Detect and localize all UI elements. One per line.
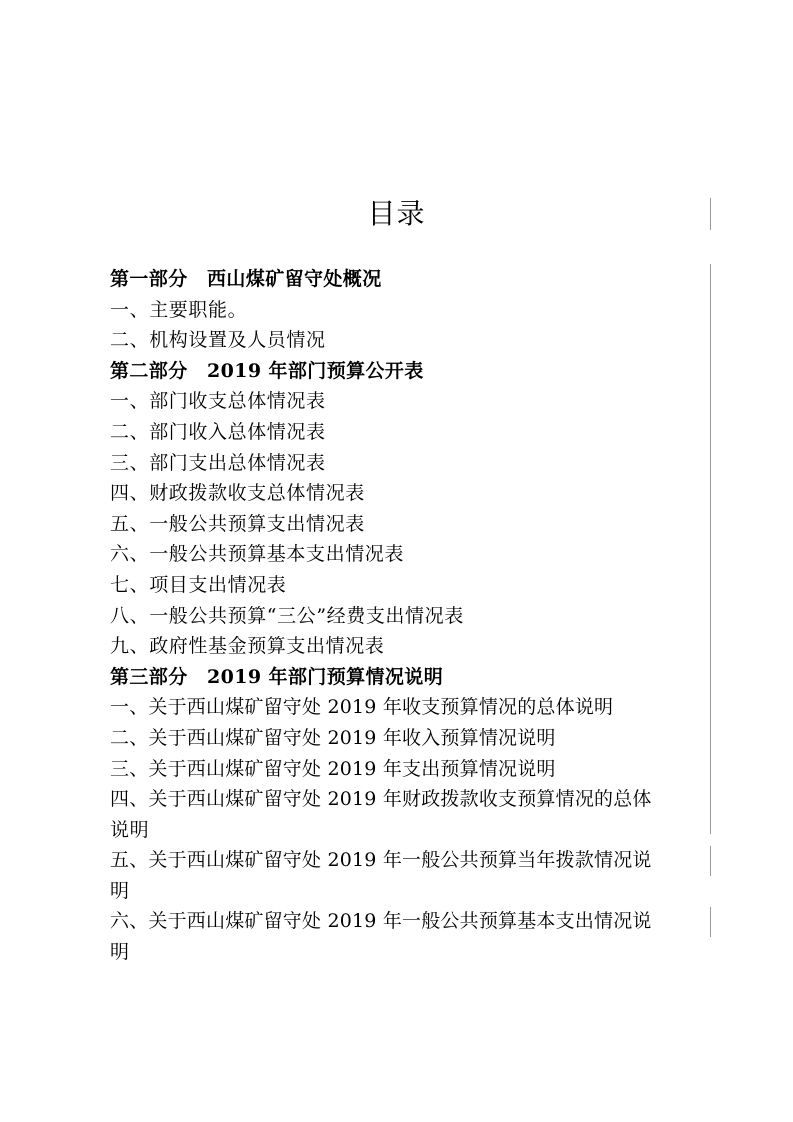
toc-item[interactable]: 八、一般公共预算“三公”经费支出情况表	[110, 604, 464, 627]
toc-item[interactable]: 四、财政拨款收支总体情况表	[110, 482, 365, 505]
toc-item[interactable]: 四、关于西山煤矿留守处 2019 年财政拨款收支预算情况的总体	[110, 788, 652, 811]
toc-item[interactable]: 六、关于西山煤矿留守处 2019 年一般公共预算基本支出情况说	[110, 910, 652, 933]
toc-item[interactable]: 五、一般公共预算支出情况表	[110, 512, 365, 535]
toc-item-continuation[interactable]: 说明	[110, 818, 150, 841]
toc-section-1[interactable]: 第一部分 西山煤矿留守处概况	[110, 268, 382, 290]
margin-rule-upper	[710, 264, 711, 834]
toc-item-continuation[interactable]: 明	[110, 941, 130, 964]
toc-section-2[interactable]: 第二部分 2019 年部门预算公开表	[110, 359, 424, 382]
table-of-contents	[110, 264, 710, 968]
toc-item[interactable]: 一、主要职能。	[110, 298, 248, 321]
margin-rule-item-5	[710, 846, 711, 876]
toc-item[interactable]: 一、部门收支总体情况表	[110, 390, 326, 413]
toc-item[interactable]: 七、项目支出情况表	[110, 573, 287, 596]
toc-item[interactable]: 一、关于西山煤矿留守处 2019 年收支预算情况的总体说明	[110, 696, 614, 719]
toc-item[interactable]: 二、关于西山煤矿留守处 2019 年收入预算情况说明	[110, 726, 556, 749]
toc-item[interactable]: 三、部门支出总体情况表	[110, 451, 326, 474]
page-title: 目录	[367, 197, 426, 230]
margin-rule-title	[710, 198, 711, 230]
margin-rule-item-6	[710, 907, 711, 937]
toc-item[interactable]: 五、关于西山煤矿留守处 2019 年一般公共预算当年拨款情况说	[110, 849, 652, 872]
toc-item[interactable]: 九、政府性基金预算支出情况表	[110, 635, 385, 658]
toc-item-continuation[interactable]: 明	[110, 879, 130, 902]
toc-item[interactable]: 六、一般公共预算基本支出情况表	[110, 543, 405, 566]
toc-item[interactable]: 二、机构设置及人员情况	[110, 329, 326, 352]
toc-item[interactable]: 三、关于西山煤矿留守处 2019 年支出预算情况说明	[110, 757, 556, 780]
toc-item[interactable]: 二、部门收入总体情况表	[110, 420, 326, 443]
toc-section-3[interactable]: 第三部分 2019 年部门预算情况说明	[110, 665, 444, 688]
